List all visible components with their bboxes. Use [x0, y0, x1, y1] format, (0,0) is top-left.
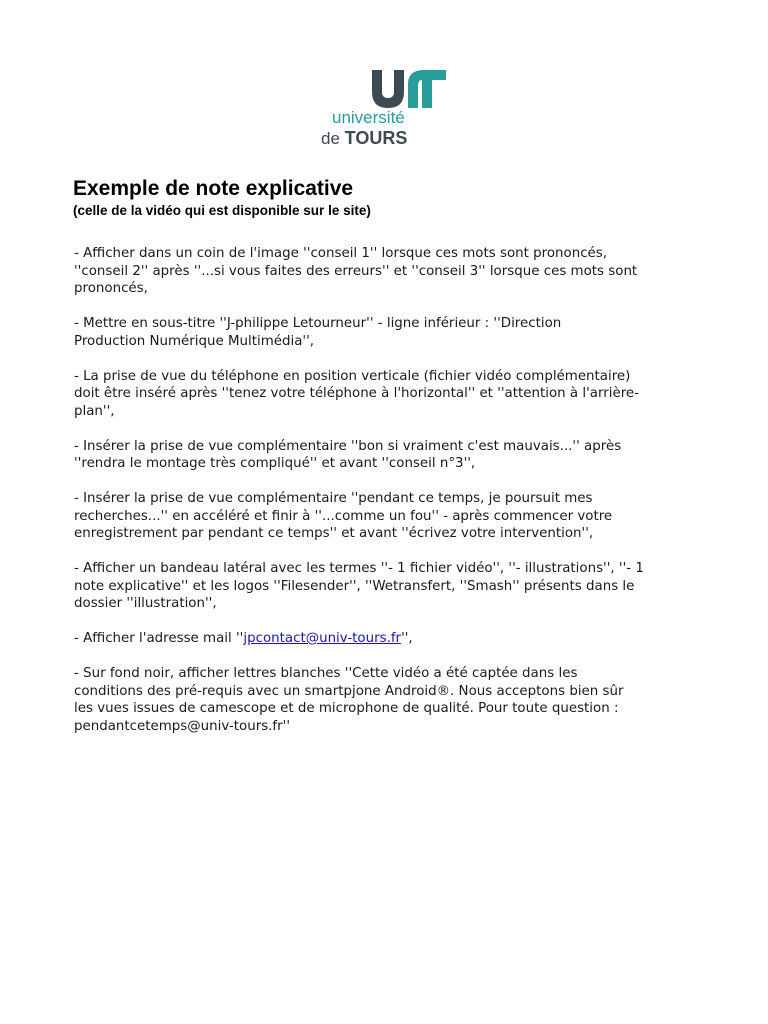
- text-line: ''conseil 2'' après ''...si vous faites des erreurs'' et ''conseil 3'' lorsque ces mots sont: [74, 263, 638, 279]
- paragraph-3: [74, 368, 704, 421]
- document-body: [74, 245, 704, 753]
- text-line: les vues issues de camescope et de microphone de qualité. Pour toute question :: [74, 701, 619, 716]
- paragraph-1: [74, 245, 704, 298]
- paragraph-mail: [74, 630, 704, 648]
- text-line: enregistrement par pendant ce temps'' et avant ''écrivez votre intervention'',: [74, 526, 594, 541]
- text-line: Production Numérique Multimédia'',: [74, 333, 315, 349]
- university-logo: [318, 66, 450, 150]
- logo-text-de: de: [321, 129, 340, 148]
- mail-suffix: '',: [401, 631, 413, 646]
- text-line: - Mettre en sous-titre ''J-philippe Letourneur'' - ligne inférieur : ''Direction: [74, 316, 562, 331]
- text-line: conditions des pré-requis avec un smartpjone Android®. Nous acceptons bien sûr: [74, 683, 624, 699]
- text-line: ''rendra le montage très compliqué'' et avant ''conseil n°3'',: [74, 456, 476, 471]
- mail-prefix: - Afficher l'adresse mail '': [74, 631, 244, 646]
- text-line: doit être inséré après ''tenez votre téléphone à l'horizontal'' et ''attention à l'arrière-: [74, 386, 639, 401]
- text-line: prononcés,: [74, 281, 148, 296]
- document-subtitle: (celle de la vidéo qui est disponible sur le site): [73, 203, 371, 218]
- paragraph-last: [74, 665, 704, 735]
- email-link[interactable]: jpcontact@univ-tours.fr: [243, 631, 402, 646]
- text-line: note explicative'' et les logos ''Filesender'', ''Wetransfert, ''Smash'' présents dans le: [74, 578, 635, 594]
- text-line: pendantcetemps@univ-tours.fr'': [74, 718, 291, 734]
- paragraph-5: [74, 490, 704, 543]
- text-line: recherches...'' en accéléré et finir à ''...comme un fou'' - après commencer votre: [74, 508, 613, 524]
- text-line: - Afficher dans un coin de l'image ''conseil 1'' lorsque ces mots sont prononcés,: [74, 246, 608, 261]
- text-line: dossier ''illustration'',: [74, 596, 217, 611]
- logo-text-universite: université: [332, 108, 405, 127]
- text-line: - La prise de vue du téléphone en position verticale (fichier vidéo complémentaire): [74, 368, 631, 384]
- paragraph-6: [74, 560, 704, 613]
- logo-text-tours: TOURS: [344, 128, 408, 148]
- text-line: - Insérer la prise de vue complémentaire ''pendant ce temps, je poursuit mes: [74, 491, 593, 506]
- text-line: plan'',: [74, 403, 115, 419]
- text-line: - Insérer la prise de vue complémentaire ''bon si vraiment c'est mauvais...'' après: [74, 438, 622, 454]
- text-line: - Afficher un bandeau latéral avec les termes ''- 1 fichier vidéo'', ''- illustrations'', ''- 1: [74, 561, 644, 576]
- ut-monogram-icon: [368, 66, 448, 110]
- document-title: Exemple de note explicative: [73, 177, 354, 200]
- logo-text-de-tours: [321, 128, 407, 149]
- text-line: [74, 630, 704, 648]
- paragraph-2: [74, 315, 704, 350]
- paragraph-4: [74, 438, 704, 473]
- text-line: - Sur fond noir, afficher lettres blanches ''Cette vidéo a été captée dans les: [74, 666, 578, 681]
